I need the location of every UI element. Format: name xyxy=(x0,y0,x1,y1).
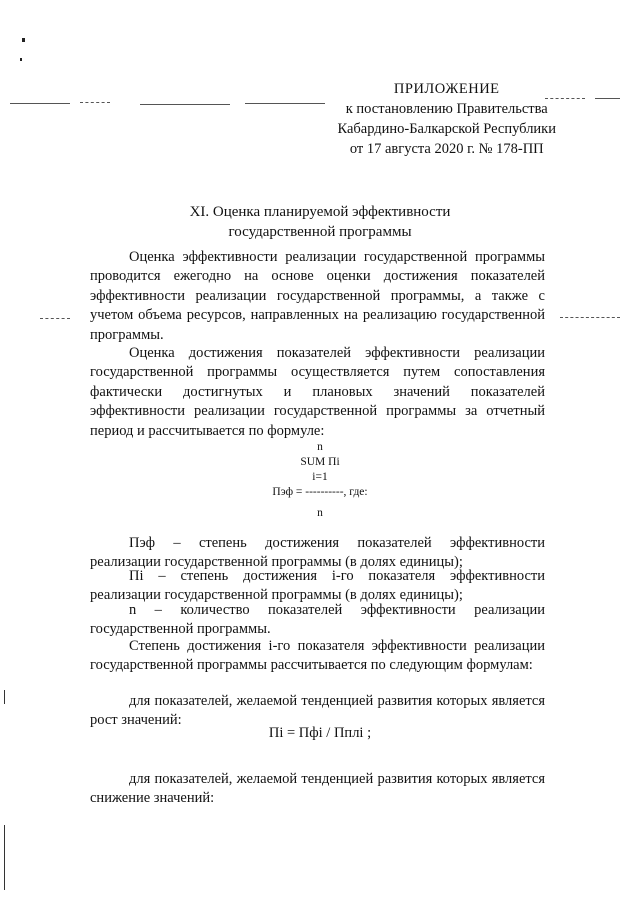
scan-line xyxy=(560,317,620,318)
equation: Пi = Пфi / Пплi ; xyxy=(268,725,372,741)
formula-sum: SUM Пi xyxy=(300,456,340,468)
formula-index: i=1 xyxy=(312,471,328,483)
scan-line xyxy=(80,102,110,103)
formula-main: Пэф = ----------, где: xyxy=(272,486,368,498)
definition-2: Пi – степень достижения i-го показателя эффективности реализации государственной программы (в долях единицы); xyxy=(90,568,545,604)
section-title-line-1: XI. Оценка планируемой эффективности xyxy=(189,204,451,220)
definition-3: n – количество показателей эффективности реализации государственной программы. xyxy=(90,602,545,638)
header-line-2: Кабардино-Балкарской Республики xyxy=(337,121,556,137)
formula-bottom-n: n xyxy=(317,507,323,519)
scan-line xyxy=(595,98,620,99)
paragraph-4: для показателей, желаемой тенденцией развития которых является рост значений: xyxy=(90,693,545,729)
header-line-1: к постановлению Правительства xyxy=(345,101,548,117)
scan-line xyxy=(40,318,70,319)
paragraph-2: Оценка достижения показателей эффективности реализации государственной программы осуществляется путем сопоставления фактически достигнутых и плановых значений показателей эффективности реализации государственной программы за отчетный период и рассчитывается по формуле: xyxy=(90,345,545,439)
scan-line xyxy=(140,104,230,105)
section-title-line-2: государственной программы xyxy=(228,224,412,240)
scan-line xyxy=(10,103,70,104)
scan-line xyxy=(245,103,325,104)
margin-line xyxy=(4,690,5,704)
paragraph-1: Оценка эффективности реализации государственной программы проводится ежегодно на основе оценки достижения показателей эффективности реализации государственной программы, а также с учетом объема ресурсов, направленных на реализацию государственной программы. xyxy=(90,249,545,343)
definition-1: Пэф – степень достижения показателей эффективности реализации государственной программы (в долях единицы); xyxy=(90,535,545,571)
paragraph-5: для показателей, желаемой тенденцией развития которых является снижение значений: xyxy=(90,771,545,807)
scan-mark xyxy=(20,58,22,61)
header-title: ПРИЛОЖЕНИЕ xyxy=(393,81,500,97)
header-line-3: от 17 августа 2020 г. № 178-ПП xyxy=(349,141,544,157)
margin-line xyxy=(4,825,5,890)
formula-block xyxy=(240,440,400,521)
section-title xyxy=(90,202,550,242)
paragraph-3: Степень достижения i-го показателя эффективности реализации государственной программы рассчитывается по следующим формулам: xyxy=(90,638,545,674)
scan-mark xyxy=(22,38,25,42)
formula-top-n: n xyxy=(317,441,323,453)
header-block xyxy=(337,79,556,159)
